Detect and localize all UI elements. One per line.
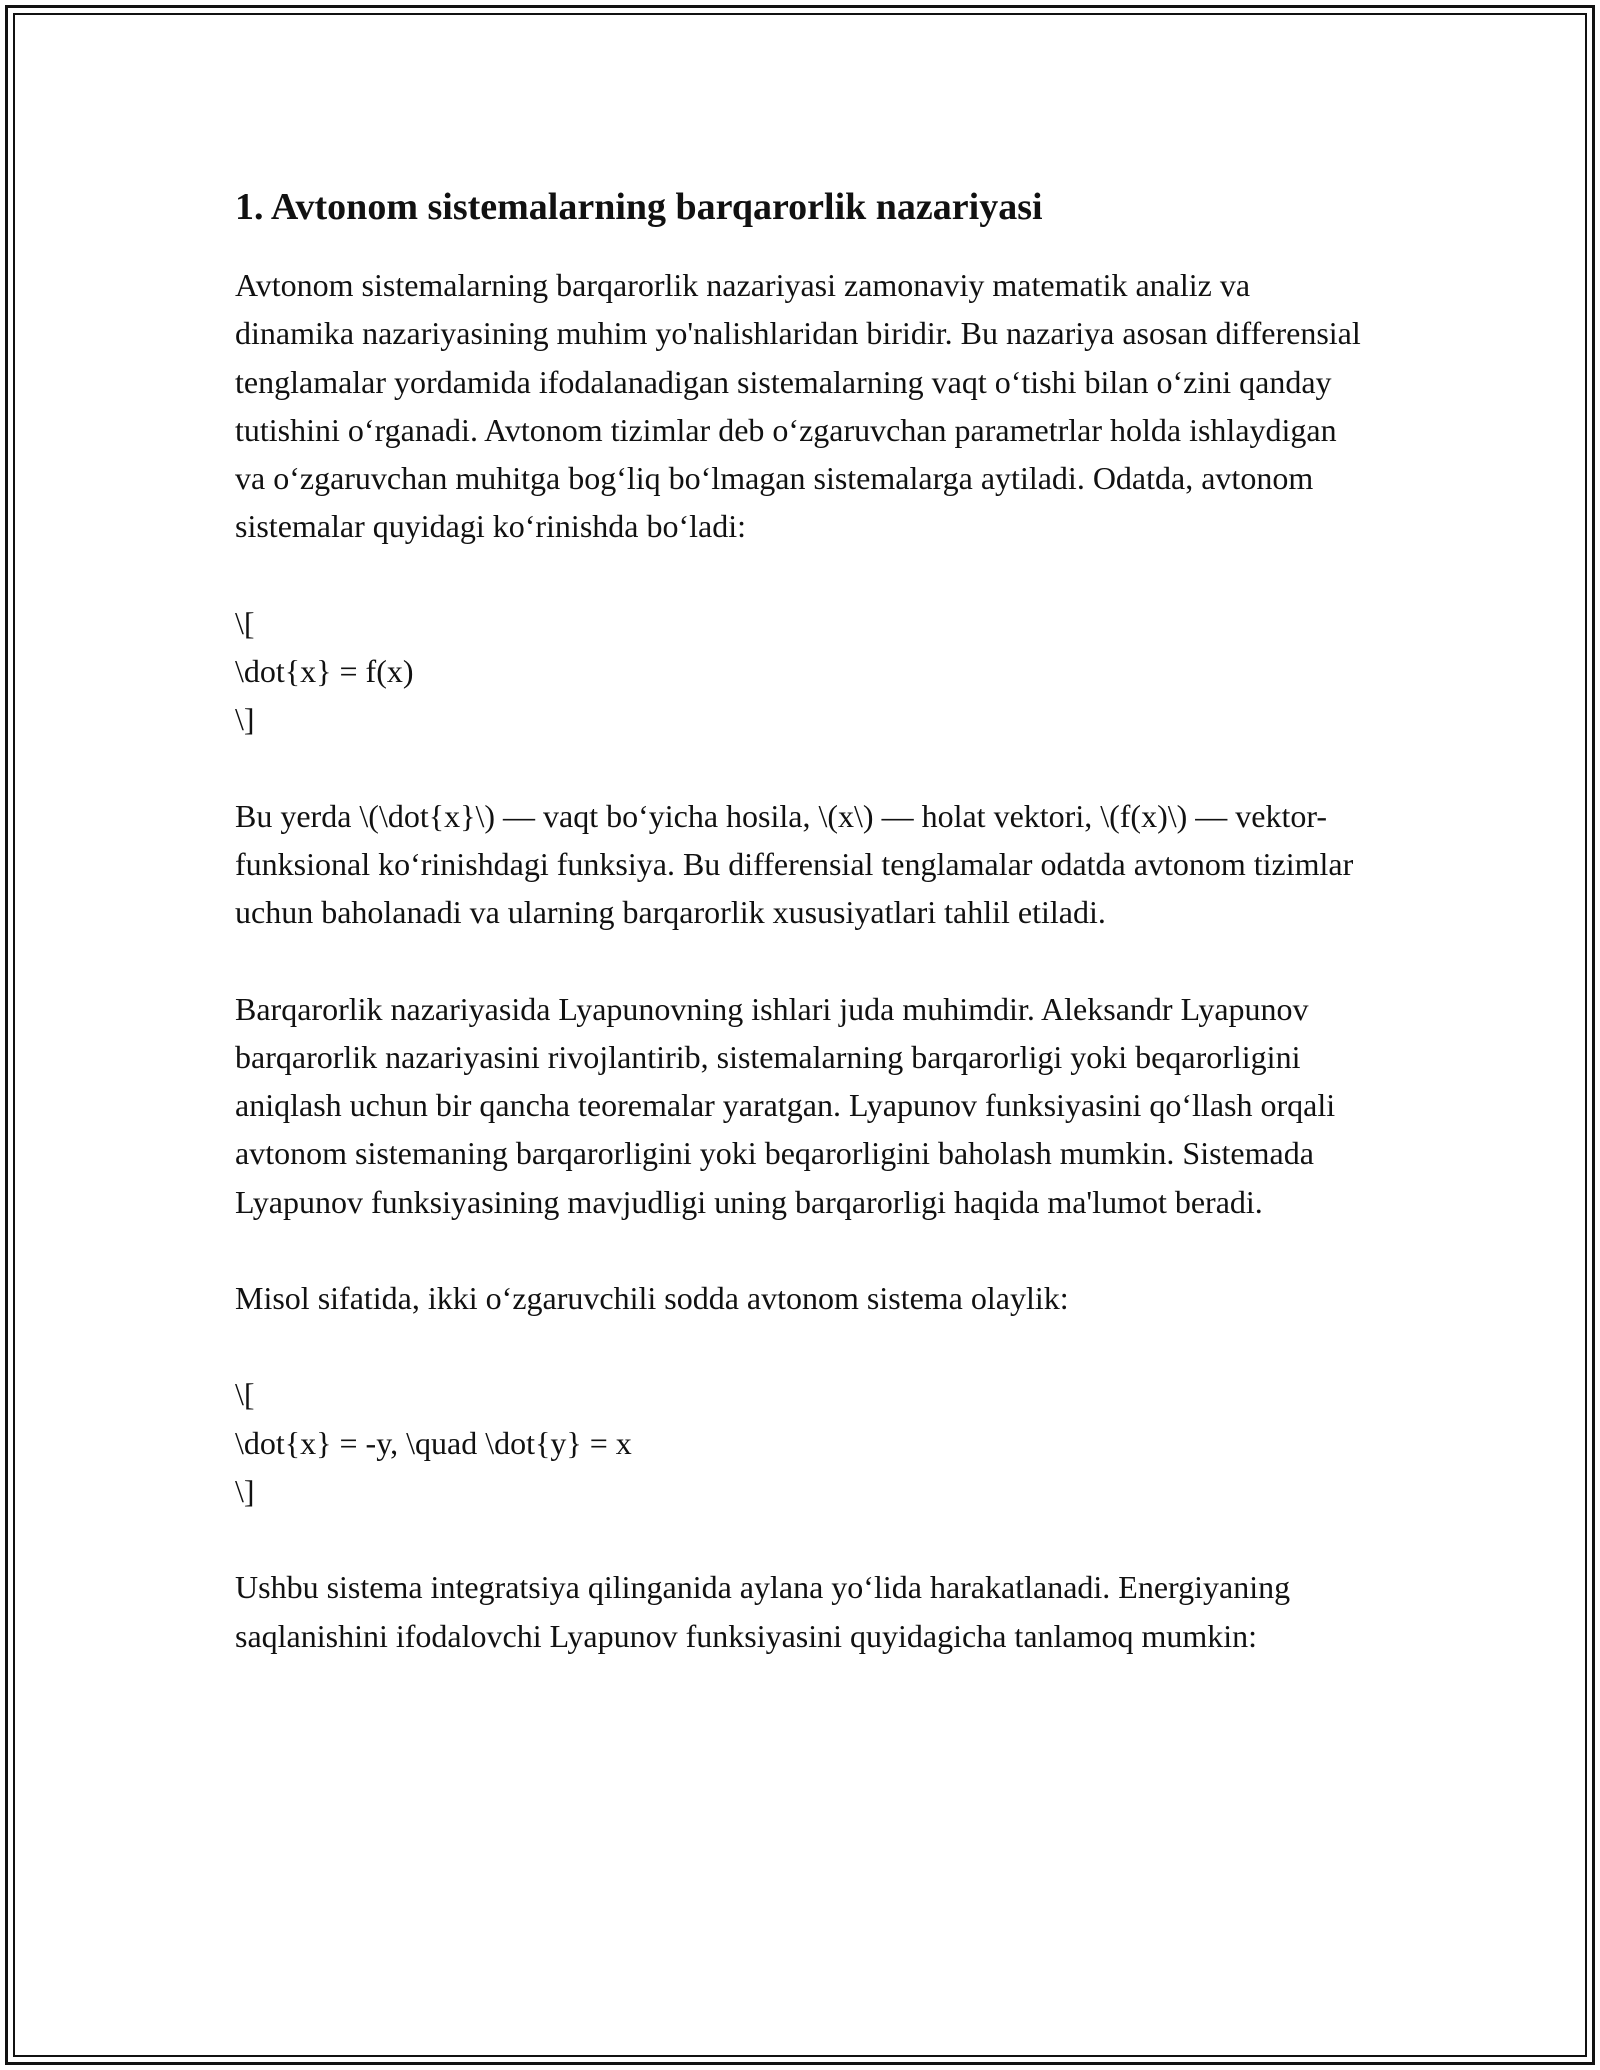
equation-line: \] xyxy=(235,1472,255,1509)
document-body xyxy=(235,185,1370,1660)
equation-line: \dot{x} = -y, \quad \dot{y} = x xyxy=(235,1424,632,1461)
paragraph-intro: Avtonom sistemalarning barqarorlik nazariyasi zamonaviy matematik analiz va dinamika nazariyasining muhim yo'nalishlaridan biridir. Bu nazariya asosan differensial tenglamalar yordamida ifodalanadigan sistemalarning vaqt o‘tishi bilan o‘zini qanday tutishini o‘rganadi. Avtonom tizimlar deb o‘zgaruvchan parametrlar holda ishlaydigan va o‘zgaruvchan muhitga bog‘liq bo‘lmagan sistemalarga aytiladi. Odatda, avtonom sistemalar quyidagi ko‘rinishda bo‘ladi: xyxy=(235,267,1361,545)
equation-line: \[ xyxy=(235,604,255,641)
equation-line: \dot{x} = f(x) xyxy=(235,653,414,690)
equation-line: \] xyxy=(235,701,255,738)
paragraph-example-intro: Misol sifatida, ikki o‘zgaruvchili sodda avtonom sistema olaylik: xyxy=(235,1280,1069,1317)
paragraph-lyapunov: Barqarorlik nazariyasida Lyapunovning ishlari juda muhimdir. Aleksandr Lyapunov barqarorlik nazariyasini rivojlantirib, sistemalarning barqarorligi yoki beqarorligini aniqlash uchun bir qancha teoremalar yaratgan. Lyapunov funksiyasini qo‘llash orqali avtonom sistemaning barqarorligini yoki beqarorligini baholash mumkin. Sistemada Lyapunov funksiyasining mavjudligi uning barqarorligi haqida ma'lumot beradi. xyxy=(235,990,1336,1220)
equation-block-2 xyxy=(235,1370,1370,1515)
paragraph-conclusion: Ushbu sistema integratsiya qilinganida aylana yo‘lida harakatlanadi. Energiyaning saqlanishini ifodalovchi Lyapunov funksiyasini quyidagicha tanlamoq mumkin: xyxy=(235,1569,1291,1654)
equation-line: \[ xyxy=(235,1376,255,1413)
equation-block-1 xyxy=(235,599,1370,744)
section-heading: 1. Avtonom sistemalarning barqarorlik nazariyasi xyxy=(235,186,1043,228)
paragraph-definitions: Bu yerda \(\dot{x}\) — vaqt bo‘yicha hosila, \(x\) — holat vektori, \(f(x)\) — vektor-funksional ko‘rinishdagi funksiya. Bu differensial tenglamalar odatda avtonom tizimlar uchun baholanadi va ularning barqarorlik xususiyatlari tahlil etiladi. xyxy=(235,797,1354,931)
